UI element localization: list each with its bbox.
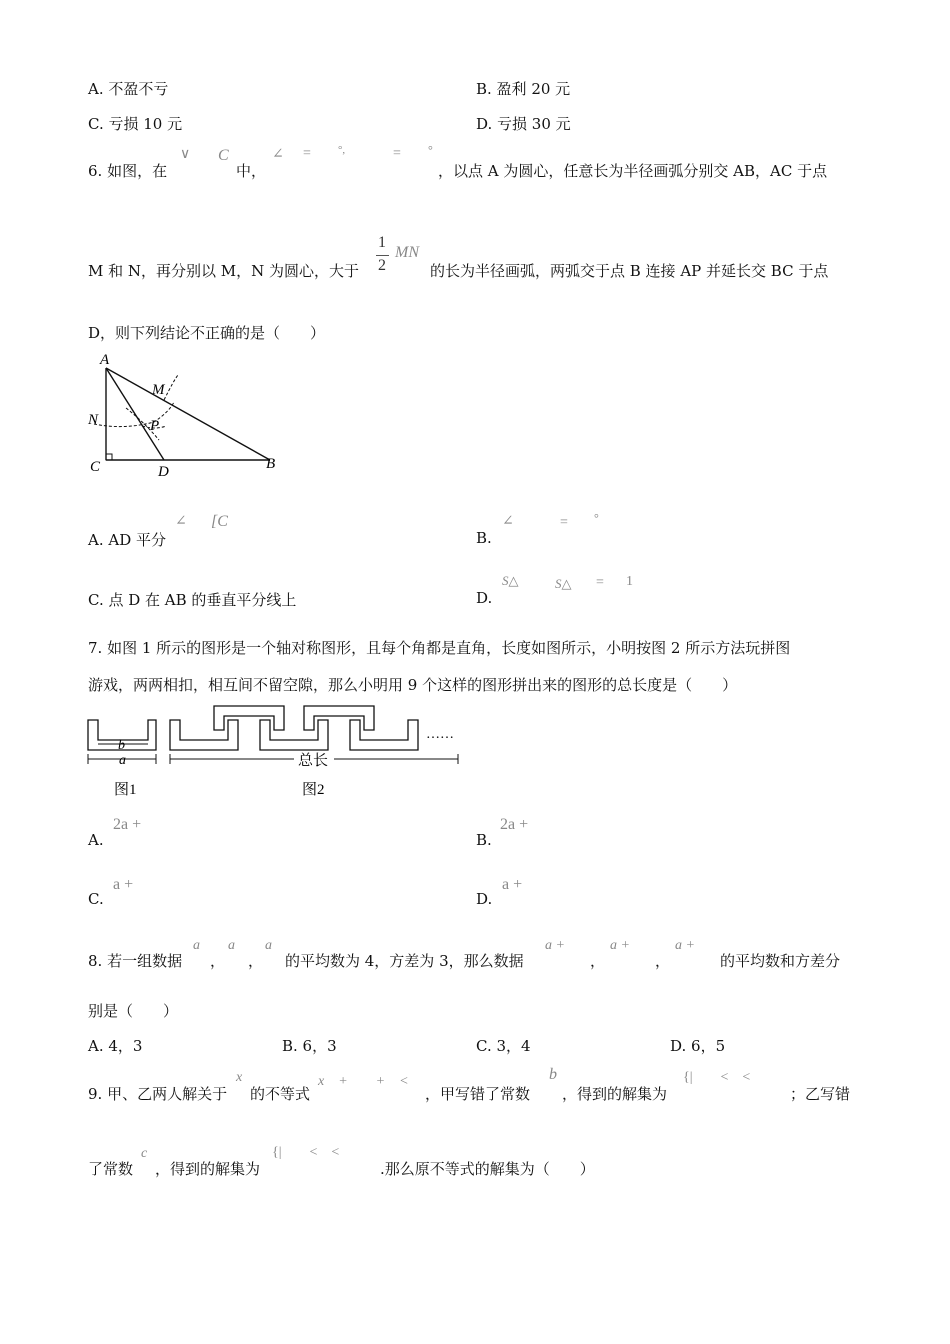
q9-line1-prefix: 9. 甲、乙两人解关于 bbox=[88, 1085, 228, 1103]
q8-line1-mid: 的平均数为 4，方差为 3，那么数据 bbox=[285, 952, 524, 970]
q8-sep-3: ， bbox=[590, 952, 606, 970]
q8-line1-prefix: 8. 若一组数据 bbox=[88, 952, 183, 970]
q6-fig-label-a: A bbox=[100, 352, 110, 368]
q7-line1: 7. 如图 1 所示的图形是一个轴对称图形，且每个角都是直角，长度如图所示，小明按图 2 所示方法玩拼图 bbox=[88, 639, 791, 657]
q8-option-c: C. 3，4 bbox=[476, 1037, 531, 1055]
q6-option-a-math: [C bbox=[211, 513, 228, 530]
q5-option-d: D. 亏损 30 元 bbox=[476, 115, 571, 133]
q9-solution-set-2: {| < < bbox=[272, 1145, 340, 1160]
q7-fig1-label-b: b bbox=[118, 738, 125, 753]
q6-line1-mid: 中， bbox=[236, 162, 267, 180]
q9-line1-mid2: ，甲写错了常数 bbox=[425, 1085, 531, 1103]
q5-option-a: A. 不盈不亏 bbox=[88, 80, 169, 98]
q6-fraction-denominator: 2 bbox=[378, 257, 386, 274]
q7-line2: 游戏，两两相扣，相互间不留空隙，那么小明用 9 个这样的图形拼出来的图形的总长度是（ ） bbox=[88, 676, 738, 694]
q7-fig2-dots: …… bbox=[426, 727, 454, 742]
q6-option-d-value: 1 bbox=[626, 574, 633, 589]
q6-option-b-angle: ∠ bbox=[502, 514, 514, 529]
q6-option-d-s2: S△ bbox=[555, 576, 572, 591]
q9-line2-suffix: .那么原不等式的解集为（ ） bbox=[380, 1160, 595, 1178]
q9-inequality: x + + < bbox=[318, 1074, 409, 1089]
q8-line2: 别是（ ） bbox=[88, 1002, 179, 1020]
q6-option-d-equals: = bbox=[596, 575, 604, 590]
q9-const-b: b bbox=[549, 1066, 557, 1083]
q6-option-b-degree: ° bbox=[594, 511, 599, 525]
q9-solution-set-1: {| < < bbox=[683, 1070, 751, 1085]
q8-data-a3: a bbox=[265, 938, 272, 953]
q7-option-a: A. bbox=[88, 831, 104, 849]
q6-fig-label-d: D bbox=[158, 464, 169, 480]
q6-fraction-bar bbox=[376, 255, 389, 256]
q7-fig2-caption: 图2 bbox=[302, 782, 325, 798]
q7-option-b: B. bbox=[476, 831, 492, 849]
q7-puzzle-figure bbox=[84, 702, 474, 800]
q6-triangle-c: C bbox=[218, 147, 229, 164]
q6-option-d: D. bbox=[476, 589, 493, 607]
q6-line1-prefix: 6. 如图，在 bbox=[88, 162, 168, 180]
q8-option-a: A. 4，3 bbox=[88, 1037, 143, 1055]
q9-line1-mid3: ，得到的解集为 bbox=[562, 1085, 668, 1103]
q7-option-b-math: 2a + bbox=[500, 816, 529, 833]
q6-triangle-symbol: ∨ bbox=[180, 147, 191, 162]
q6-option-b: B. bbox=[476, 529, 492, 547]
q8-data-b2: a + bbox=[610, 938, 630, 953]
q7-option-d-math: a + bbox=[502, 876, 523, 893]
q6-option-a: A. AD 平分 bbox=[88, 531, 166, 549]
q7-fig2-total-label: 总长 bbox=[298, 753, 329, 769]
q7-option-a-math: 2a + bbox=[113, 816, 142, 833]
q6-option-a-angle: ∠ bbox=[175, 514, 187, 529]
q9-line1-suffix: ；乙写错 bbox=[790, 1085, 851, 1103]
q6-option-b-equals: = bbox=[560, 515, 568, 530]
q9-var-x: x bbox=[236, 1070, 243, 1085]
q5-option-c: C. 亏损 10 元 bbox=[88, 115, 183, 133]
q6-fig-label-c: C bbox=[90, 459, 101, 475]
q6-line1-suffix: ，以点 A 为圆心，任意长为半径画弧分别交 AB，AC 于点 bbox=[438, 162, 828, 180]
q8-option-b: B. 6，3 bbox=[282, 1037, 337, 1055]
q5-option-b: B. 盈利 20 元 bbox=[476, 80, 571, 98]
q6-fig-label-m: M bbox=[152, 382, 165, 398]
q8-sep-2: ， bbox=[248, 952, 264, 970]
q7-fig1-caption: 图1 bbox=[114, 782, 137, 798]
q8-data-a1: a bbox=[193, 938, 200, 953]
q6-triangle-figure bbox=[84, 350, 284, 480]
q7-option-d: D. bbox=[476, 890, 493, 908]
q6-equals-1: = bbox=[303, 146, 311, 161]
q6-fraction-numerator: 1 bbox=[378, 234, 386, 251]
q6-angle-symbol: ∠ bbox=[272, 147, 284, 162]
q9-line2-prefix: 了常数 bbox=[88, 1160, 134, 1178]
q8-line1-suffix: 的平均数和方差分 bbox=[720, 952, 841, 970]
q6-fig-label-n: N bbox=[88, 412, 99, 428]
q6-fraction-mn: MN bbox=[395, 244, 419, 261]
q8-option-d: D. 6，5 bbox=[670, 1037, 726, 1055]
q7-option-c: C. bbox=[88, 890, 104, 908]
q8-data-b3: a + bbox=[675, 938, 695, 953]
q6-degree-1: °, bbox=[338, 144, 346, 156]
q6-option-c: C. 点 D 在 AB 的垂直平分线上 bbox=[88, 591, 297, 609]
q6-fig-label-b: B bbox=[266, 456, 276, 472]
q6-line2-prefix: M 和 N，再分别以 M，N 为圆心，大于 bbox=[88, 262, 360, 280]
q9-line1-mid: 的不等式 bbox=[250, 1085, 311, 1103]
q6-option-d-s1: S△ bbox=[502, 573, 519, 588]
q6-degree-2: ° bbox=[428, 143, 433, 157]
q6-line3: D，则下列结论不正确的是（ ） bbox=[88, 324, 326, 342]
q6-line2-suffix: 的长为半径画弧，两弧交于点 B 连接 AP 并延长交 BC 于点 bbox=[430, 262, 829, 280]
q8-data-b1: a + bbox=[545, 938, 565, 953]
q9-line2-mid: ，得到的解集为 bbox=[155, 1160, 261, 1178]
q7-fig1-label-a: a bbox=[119, 753, 126, 768]
q6-equals-2: = bbox=[393, 146, 401, 161]
q6-fig-label-p: P bbox=[150, 418, 160, 434]
q8-data-a2: a bbox=[228, 938, 235, 953]
q9-const-c: c bbox=[141, 1146, 148, 1161]
q8-sep-1: ， bbox=[210, 952, 226, 970]
q8-sep-4: ， bbox=[655, 952, 671, 970]
q7-option-c-math: a + bbox=[113, 876, 134, 893]
